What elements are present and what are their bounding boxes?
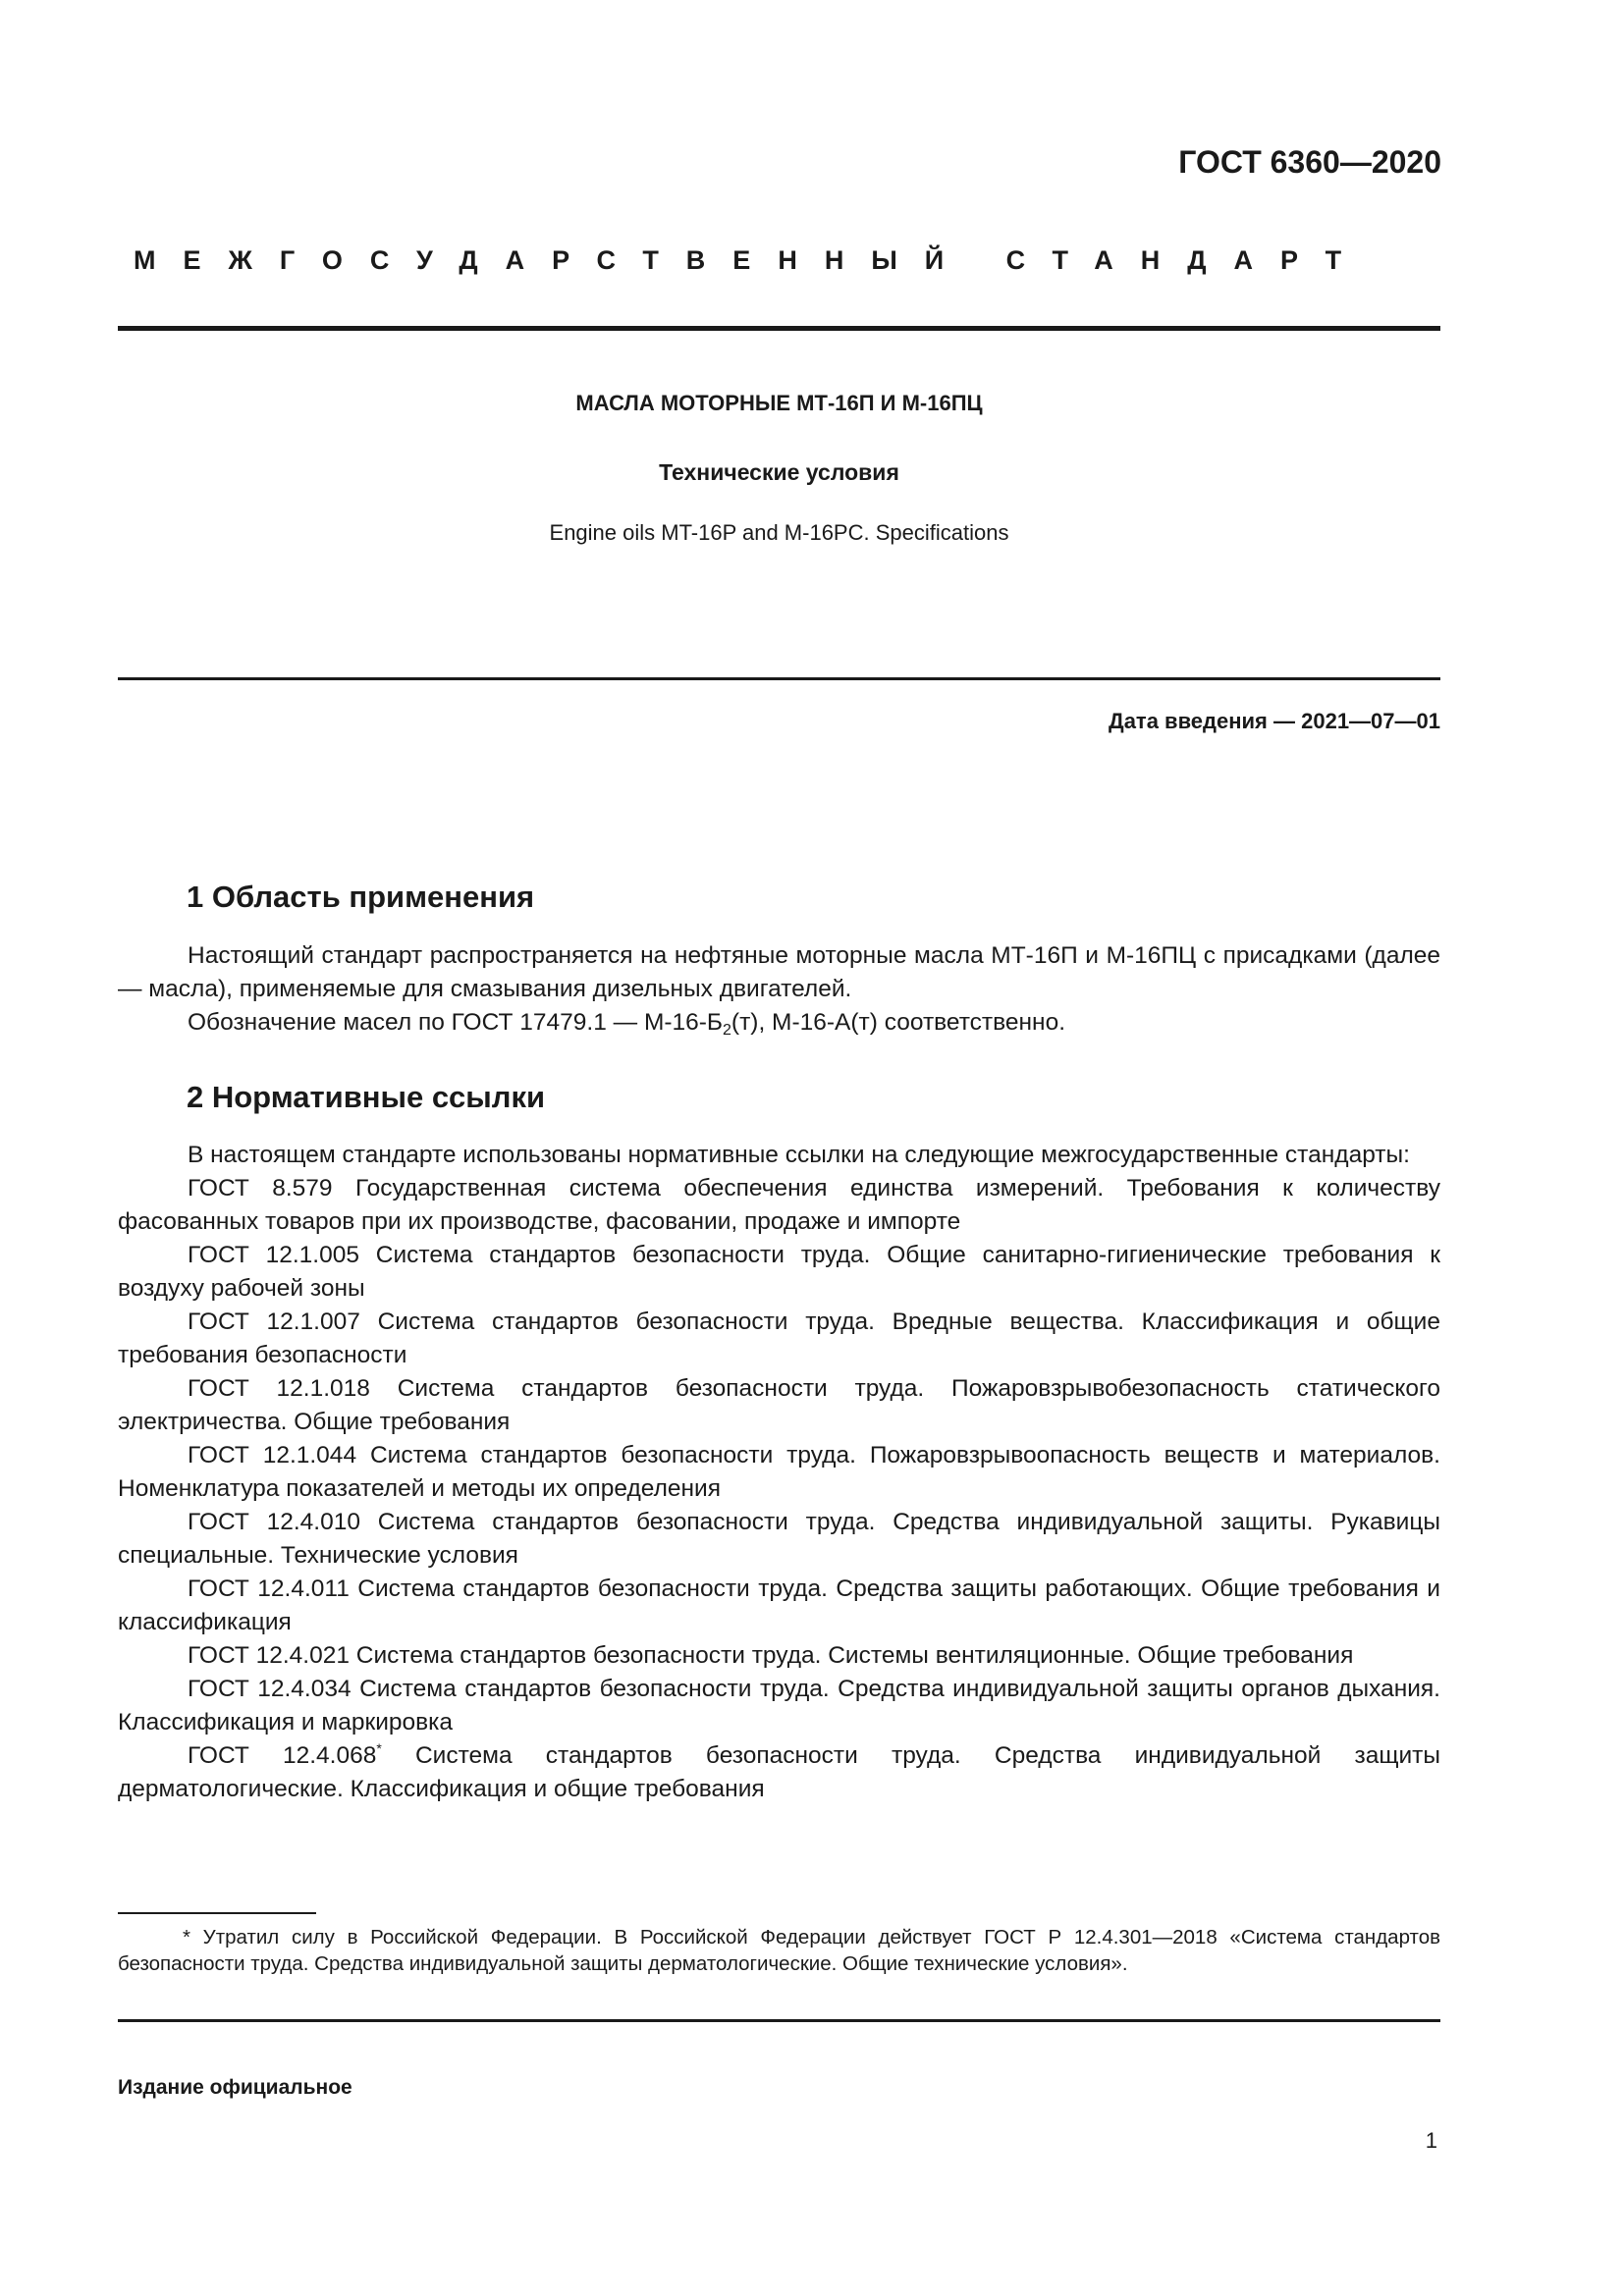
reference-text: Система стандартов безопасности труда. Средства индивидуальной защиты дерматологические. Классификация и общие требования [118,1742,1441,1802]
designation-text: Обозначение масел по ГОСТ 17479.1 — М-16-Б [188,1009,723,1036]
header-rule [118,326,1440,331]
section-1-designation [118,1006,1440,1040]
footnote-rule [118,1912,316,1914]
reference-code: ГОСТ 12.4.068 [188,1742,377,1769]
reference-item: ГОСТ 12.4.011 Система стандартов безопасности труда. Средства защиты работающих. Общие требования и классификация [118,1575,1440,1635]
document-subtitle: Технические условия [659,459,899,485]
reference-item: ГОСТ 12.1.007 Система стандартов безопасности труда. Вредные вещества. Классификация и общие требования безопасности [118,1308,1440,1368]
title-rule [118,677,1440,680]
standard-type-heading: МЕЖГОСУДАРСТВЕННЫЙ СТАНДАРТ [134,245,1370,275]
footer-rule [118,2019,1440,2022]
section-1-body [118,939,1440,1040]
section-2-heading: 2 Нормативные ссылки [187,1080,546,1114]
designation-text-end: (т), М-16-А(т) соответственно. [731,1009,1066,1036]
reference-item: ГОСТ 12.4.034 Система стандартов безопасности труда. Средства индивидуальной защиты органов дыхания. Классификация и маркировка [118,1676,1440,1735]
designation-subscript: 2 [723,1022,731,1039]
section-1-paragraph: Настоящий стандарт распространяется на нефтяные моторные масла МТ-16П и М-16ПЦ с присадками (далее — масла), применяемые для смазывания дизельных двигателей. [118,942,1440,1002]
reference-item: ГОСТ 12.4.021 Система стандартов безопасности труда. Системы вентиляционные. Общие требования [188,1642,1354,1669]
document-number: ГОСТ 6360—2020 [1178,144,1441,180]
reference-item: ГОСТ 12.1.044 Система стандартов безопасности труда. Пожаровзрывоопасность веществ и материалов. Номенклатура показателей и методы их определения [118,1442,1440,1502]
footnote-marker: * [376,1740,382,1756]
official-edition-label: Издание официальное [118,2076,352,2099]
reference-item [118,1739,1440,1806]
reference-item: ГОСТ 8.579 Государственная система обеспечения единства измерений. Требования к количеству фасованных товаров при их производстве, фасовании, продаже и импорте [118,1175,1440,1235]
reference-item: ГОСТ 12.4.010 Система стандартов безопасности труда. Средства индивидуальной защиты. Рукавицы специальные. Технические условия [118,1509,1440,1569]
section-2-intro: В настоящем стандарте использованы нормативные ссылки на следующие межгосударственные стандарты: [188,1142,1410,1168]
reference-item: ГОСТ 12.1.018 Система стандартов безопасности труда. Пожаровзрывобезопасность статического электричества. Общие требования [118,1375,1440,1435]
footnote-text: * Утратил силу в Российской Федерации. В Российской Федерации действует ГОСТ Р 12.4.301—2018 «Система стандартов безопасности труда. Средства индивидуальной защиты дерматологические. Общие технические условия». [118,1926,1440,1975]
introduction-date: Дата введения — 2021—07—01 [1109,709,1440,733]
section-1-heading: 1 Область применения [187,880,535,914]
english-title: Engine oils MT-16P and M-16PC. Specifications [549,520,1009,545]
page-number: 1 [1425,2128,1437,2153]
footnote [118,1924,1440,1977]
section-2-body [118,1139,1440,1806]
reference-item: ГОСТ 12.1.005 Система стандартов безопасности труда. Общие санитарно-гигиенические требования к воздуху рабочей зоны [118,1242,1440,1302]
document-title: МАСЛА МОТОРНЫЕ МТ-16П И М-16ПЦ [575,391,983,415]
